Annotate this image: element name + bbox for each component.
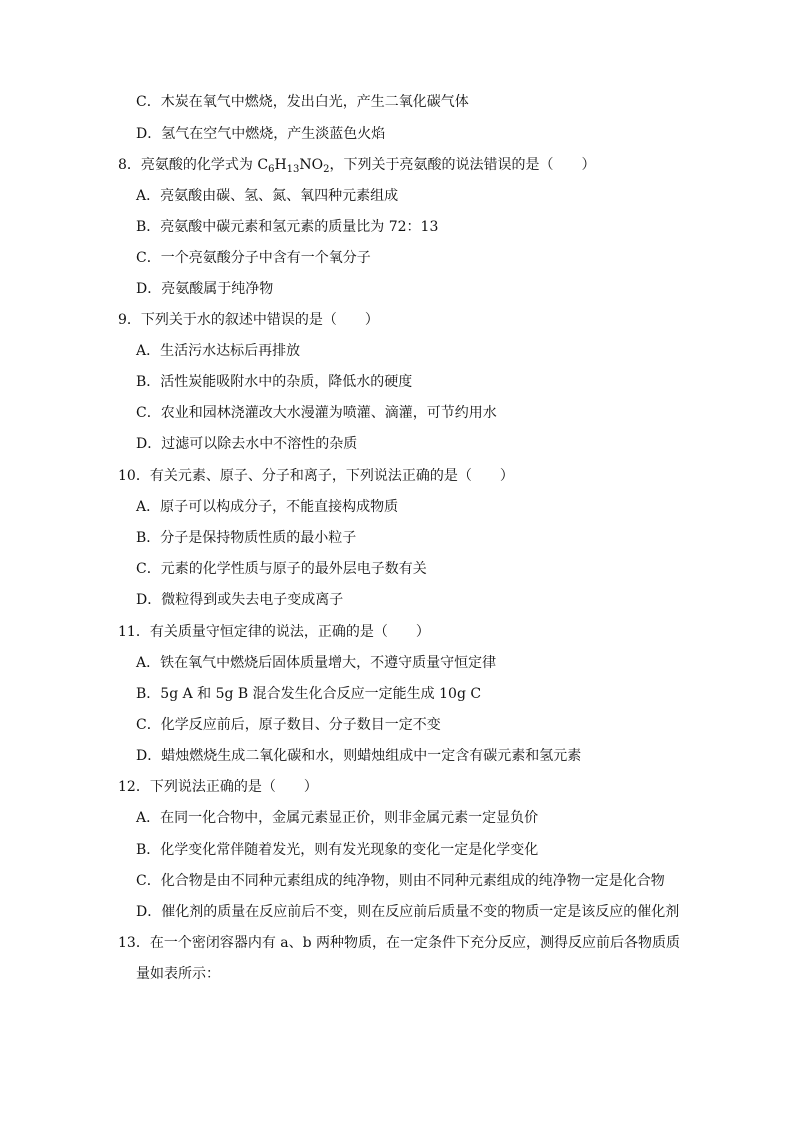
text-segment: 量如表所示：: [136, 966, 220, 982]
question-stem: [118, 933, 680, 953]
answer-option: [136, 653, 496, 673]
text-segment: C．元素的化学性质与原子的最外层电子数有关: [136, 561, 427, 577]
answer-option: [136, 217, 438, 237]
text-segment: C．一个亮氨酸分子中含有一个氧分子: [136, 250, 371, 266]
text-segment: C．化学反应前后，原子数目、分子数目一定不变: [136, 717, 441, 733]
text-segment: C．农业和园林浇灌改大水漫灌为喷灌、滴灌，可节约用水: [136, 405, 497, 421]
text-segment: B．分子是保持物质性质的最小粒子: [136, 530, 357, 546]
text-segment: D．催化剂的质量在反应前后不变，则在反应前后质量不变的物质一定是该反应的催化剂: [136, 904, 680, 920]
answer-option: [136, 559, 427, 579]
answer-option: [136, 684, 481, 704]
question-continuation: [136, 964, 220, 984]
question-stem: [118, 777, 318, 797]
answer-option: [136, 434, 357, 454]
answer-option: [136, 341, 300, 361]
answer-option: [136, 403, 497, 423]
text-segment: A．在同一化合物中，金属元素显正价，则非金属元素一定显负价: [136, 810, 539, 826]
subscript: 13: [286, 164, 300, 175]
answer-option: [136, 186, 398, 206]
answer-option: [136, 528, 356, 548]
answer-option: [136, 746, 581, 766]
text-segment: B．化学变化常伴随着发光，则有发光现象的变化一定是化学变化: [136, 842, 539, 858]
text-segment: 8．亮氨酸的化学式为 C: [118, 157, 269, 173]
text-segment: A．生活污水达标后再排放: [136, 343, 301, 359]
subscript: 6: [268, 164, 275, 175]
text-segment: H: [274, 157, 287, 173]
answer-option: [136, 902, 679, 922]
answer-option: [136, 871, 665, 891]
text-segment: C．木炭在氧气中燃烧，发出白光，产生二氧化碳气体: [136, 94, 469, 110]
subscript: 2: [323, 164, 330, 175]
answer-option: [136, 372, 412, 392]
text-segment: D．蜡烛燃烧生成二氧化碳和水，则蜡烛组成中一定含有碳元素和氢元素: [136, 748, 582, 764]
text-segment: NO: [299, 157, 324, 173]
answer-option: [136, 808, 538, 828]
text-segment: B．活性炭能吸附水中的杂质，降低水的硬度: [136, 374, 413, 390]
text-segment: B．亮氨酸中碳元素和氢元素的质量比为 72：13: [136, 219, 439, 235]
text-segment: 12．下列说法正确的是（ ）: [118, 779, 318, 795]
text-segment: A．亮氨酸由碳、氢、氮、氧四种元素组成: [136, 188, 399, 204]
text-segment: B．5g A 和 5g B 混合发生化合反应一定能生成 10g C: [136, 686, 482, 702]
text-segment: C．化合物是由不同种元素组成的纯净物，则由不同种元素组成的纯净物一定是化合物: [136, 873, 665, 889]
text-segment: 10．有关元素、原子、分子和离子，下列说法正确的是（ ）: [118, 468, 514, 484]
answer-option: [136, 840, 538, 860]
text-segment: D．亮氨酸属于纯净物: [136, 281, 274, 297]
answer-option: [136, 715, 441, 735]
question-stem: [118, 155, 596, 175]
answer-option: [136, 248, 371, 268]
answer-option: [136, 279, 273, 299]
question-stem: [118, 622, 430, 642]
text-segment: A．铁在氧气中燃烧后固体质量增大，不遵守质量守恒定律: [136, 655, 497, 671]
text-segment: 13．在一个密闭容器内有 a、b 两种物质，在一定条件下充分反应，测得反应前后各物质质: [118, 935, 681, 951]
text-segment: 11．有关质量守恒定律的说法，正确的是（ ）: [118, 624, 430, 640]
text-segment: D．过滤可以除去水中不溶性的杂质: [136, 436, 358, 452]
answer-option: [136, 590, 343, 610]
answer-option: [136, 92, 469, 112]
text-segment: D．氢气在空气中燃烧，产生淡蓝色火焰: [136, 126, 386, 142]
text-segment: A．原子可以构成分子，不能直接构成物质: [136, 499, 399, 515]
question-stem: [118, 310, 379, 330]
answer-option: [136, 124, 385, 144]
text-segment: 9．下列关于水的叙述中错误的是（ ）: [118, 312, 379, 328]
question-stem: [118, 466, 514, 486]
text-segment: D．微粒得到或失去电子变成离子: [136, 592, 344, 608]
answer-option: [136, 497, 398, 517]
text-segment: ，下列关于亮氨酸的说法错误的是（ ）: [329, 157, 596, 173]
